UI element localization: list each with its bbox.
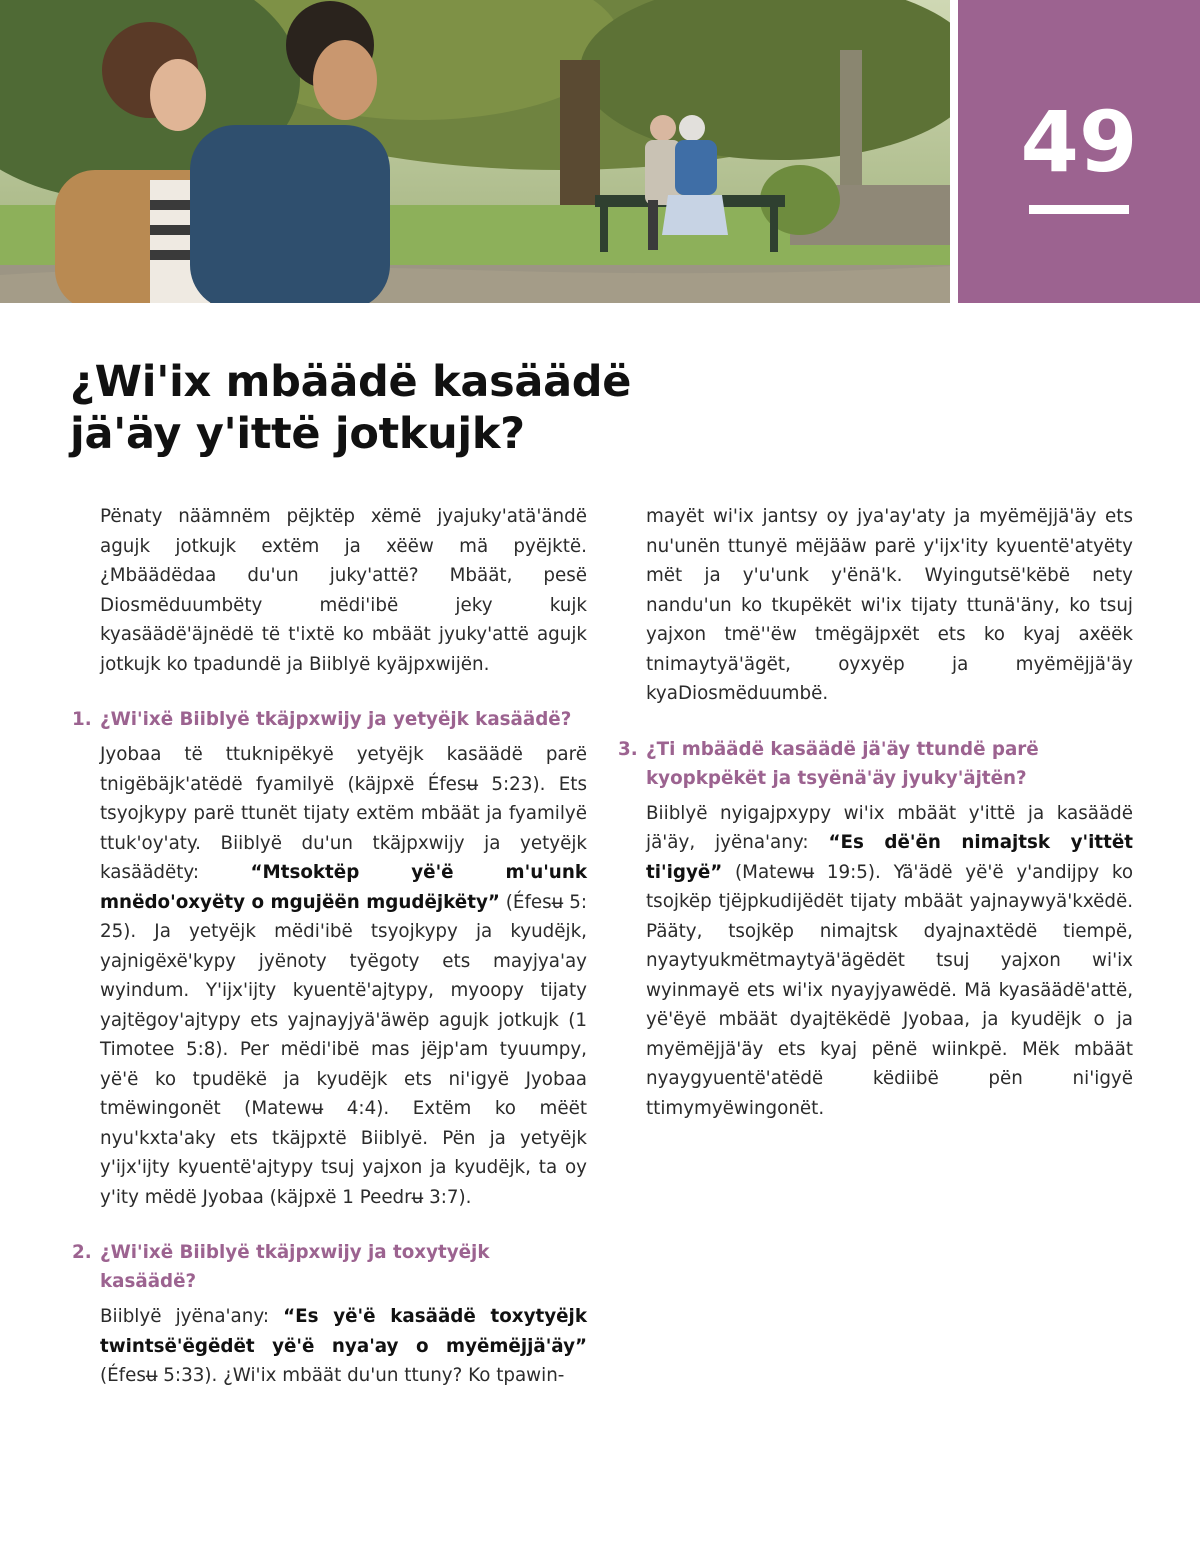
answer-3-quote: “Es dë'ën nimajtsk y'ittët ti'igyë” xyxy=(646,832,1133,883)
answer-3-part-a: Biiblyë nyigajpxypy wi'ix mbäät y'ittë ja kasäädë jä'äy, jyëna'any: xyxy=(646,802,1133,853)
question-2-text: ¿Wi'ixë Biiblyë tkäjpxwijy ja toxytyëjk kasäädë? xyxy=(100,1242,490,1292)
question-1-text: ¿Wi'ixë Biiblyë tkäjpxwijy ja yetyëjk kasäädë? xyxy=(100,709,572,730)
right-column xyxy=(618,502,1133,1149)
question-3-text: ¿Ti mbäädë kasäädë jä'äy ttundë parë kyopkpëkët ja tsyënä'äy jyuky'äjtën? xyxy=(646,738,1039,789)
answer-2-part-b-start: (Éfesʉ 5:33). ¿Wi'ix mbäät du'un ttuny? Ko tpawin- xyxy=(100,1365,565,1386)
question-2-number: 2. xyxy=(72,1242,92,1263)
question-1 xyxy=(72,705,587,734)
question-3-number: 3. xyxy=(618,738,638,760)
answer-1-part-b: (Éfesʉ 5: 25). Ja yetyëjk mëdi'ibë tsyojkypy ja kyudëjk, yajnigëxë'kypy jyënoty tyëgoty ets mayjya'ay wyindum. Y'ijx'ijty kyuentë'ajtypy, myoopy tijaty yajtëgoy'ajtypy ets yajnayjyä'äwëp agujk jotkujk (1 Timotee 5:8). Per mëdi'ibë mas jëjp'am tyuumpy, yë'ë ko tpudëkë ja kyudëjk ets ni'igyë Jyobaa tmëwingonët (Matewʉ 4:4). Extëm ko mëët nyu'kxta'aky ets tkäjpxtë Biiblyë. Pën ja yetyëjk y'ijx'ijty kyuentë'ajtypy tsuj yajxon ja kyudëjk, ta oy y'ity mëdë Jyobaa (käjpxë 1 Peedrʉ 3:7). xyxy=(100,891,587,1208)
hero-photo xyxy=(0,0,950,303)
badge-underline xyxy=(1029,205,1129,214)
lesson-number-badge xyxy=(958,0,1200,303)
answer-1-quote: “Mtsoktëp yë'ë m'u'unk mnëdo'oxyëty o mgujëën mgudëjkëty” xyxy=(100,862,587,913)
answer-3-part-b: (Matewʉ 19:5). Yä'ädë yë'ë y'andijpy ko tsojkëp tjëjpkudijëdët tijaty mbäät yajnaywyä'kxëdë. Pääty, tsojkëp nimajtsk dyajnaxtëdë tiempë, nyaytyukmëtmaytyä'ägëdët tsuj yajxon wi'ix wyinmayë ets wi'ix nyayjyawëdë. Mä kyasäädë'attë, yë'ëyë mbäät dyajtëkëdë Jyobaa, ja kyudëjk o ja myëmëjjä'äy ets kyaj pënë wiinkpë. Mëk mbäät nyaygyuentë'atëdë këdiibë pën ni'igyë ttimymyëwingonët. xyxy=(646,861,1134,1119)
intro-paragraph: Pënaty näämnëm pëjktëp xëmë jyajuky'atä'ändë agujk jotkujk extëm ja xëëw mä pyëjktë. ¿Mbäädëdaa du'un juky'attë? Mbäät, pesë Diosmëduumbëty mëdi'ibë jeky kujk kyasäädë'äjnëdë të t'ixtë ko mbäät jyuky'attë agujk jotkujk ko tpadundë ja Biiblyë kyäjpxwijën. xyxy=(100,506,587,675)
question-1-number: 1. xyxy=(72,709,92,730)
answer-2-quote: “Es yë'ë kasäädë toxytyëjk twintsë'ëgëdët yë'ë nya'ay o myëmëjjä'äy” xyxy=(100,1306,587,1357)
answer-2-part-a: Biiblyë jyëna'any: xyxy=(100,1306,269,1327)
answer-1-part-a: Jyobaa të ttuknipëkyë yetyëjk kasäädë parë tnigëbäjk'atëdë fyamilyë (käjpxë Éfesʉ 5:23). Ets tsyojkypy parë ttunët tijaty extëm mbäät ja fyamilyë ttuk'oy'aty. Biiblyë du'un tkäjpxwijy ja yetyëjk kasäädëty: xyxy=(100,744,587,883)
lesson-number: 49 xyxy=(1020,93,1138,191)
title-line-2: jä'äy y'ittë jotkujk? xyxy=(70,409,525,459)
answer-2-paragraph-continued: mayët wi'ix jantsy oy jya'ay'aty ja myëmëjjä'äy ets nu'unën ttunyë mëjääw parë y'ijx'ity kyuentë'atyëty mët ja y'u'unk y'ënä'k. Wyingutsë'këbë nety nandu'un ko tkupëkët wi'ix tijaty ttunä'äny, ko tsuj yajxon tmë''ëw tmëgäjpxët ets ko kyaj axëëk tnimaytyä'ägët, oyxyëp ja myëmëjjä'äy kyaDiosmëduumbë. xyxy=(646,506,1133,704)
page-title xyxy=(70,356,770,460)
title-line-1: ¿Wi'ix mbäädë kasäädë xyxy=(70,357,632,407)
answer-1-paragraph xyxy=(100,740,587,1212)
question-3 xyxy=(618,735,1133,793)
answer-3-paragraph xyxy=(646,799,1133,1124)
answer-2-paragraph-start xyxy=(100,1302,587,1391)
left-column xyxy=(72,502,587,1417)
question-2 xyxy=(72,1238,587,1296)
